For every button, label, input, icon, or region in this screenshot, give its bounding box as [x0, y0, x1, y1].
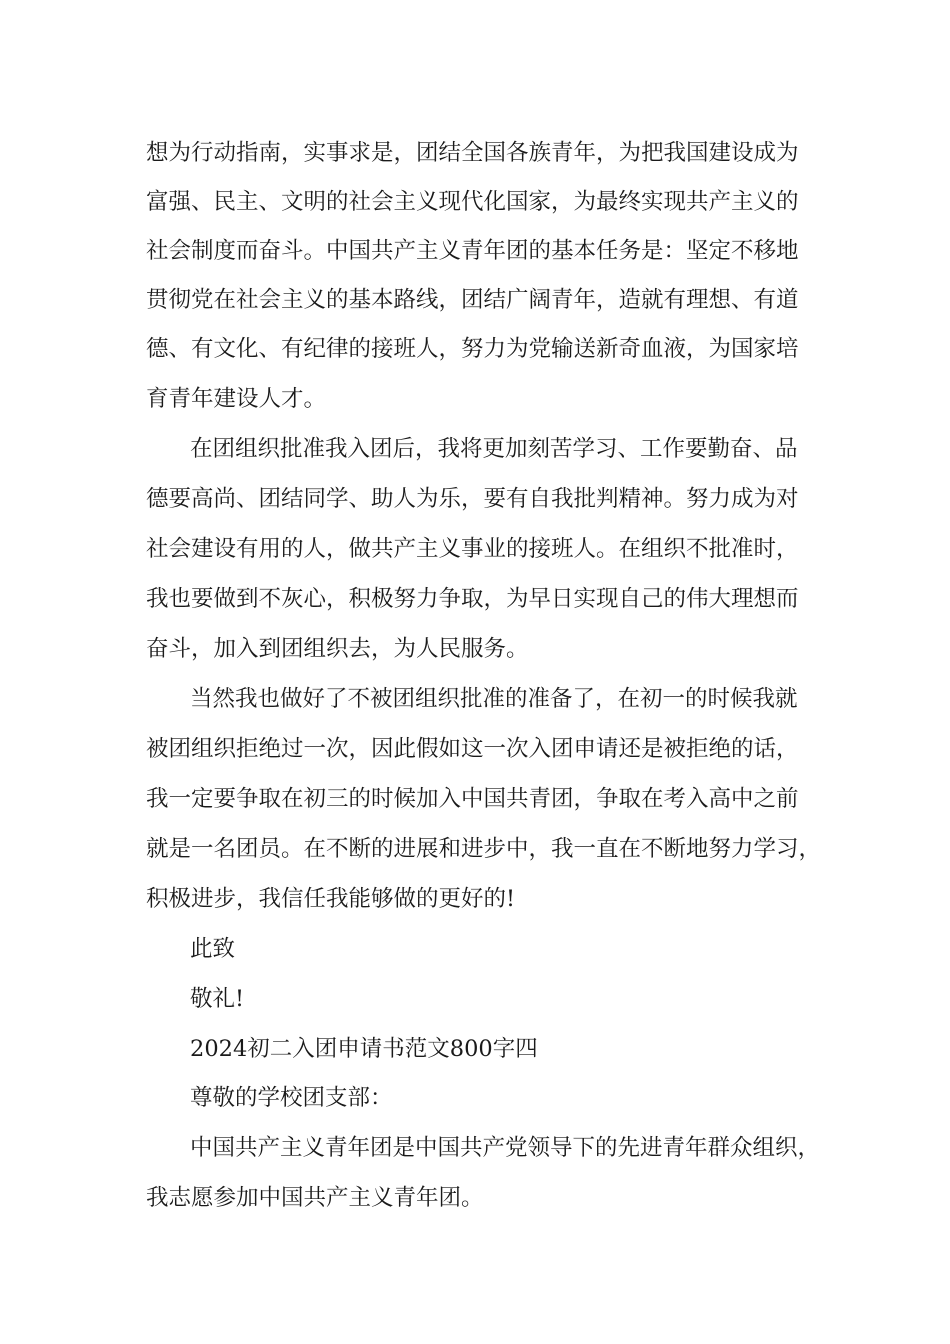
closing-line: 敬礼!	[190, 986, 245, 1012]
paragraph-line: 想为行动指南，实事求是，团结全国各族青年，为把我国建设成为	[146, 140, 799, 166]
paragraph-line: 奋斗，加入到团组织去，为人民服务。	[146, 636, 529, 662]
paragraph-line: 被团组织拒绝过一次，因此假如这一次入团申请还是被拒绝的话，	[146, 736, 799, 762]
salutation: 尊敬的学校团支部：	[190, 1085, 393, 1111]
paragraph-line: 贯彻党在社会主义的基本路线，团结广阔青年，造就有理想、有道	[146, 287, 799, 313]
paragraph-line: 我一定要争取在初三的时候加入中国共青团，争取在考入高中之前	[146, 786, 799, 812]
paragraph-line: 育青年建设人才。	[146, 386, 327, 412]
paragraph-line: 德要高尚、团结同学、助人为乐，要有自我批判精神。努力成为对	[146, 486, 799, 512]
paragraph-line: 积极进步，我信任我能够做的更好的!	[146, 886, 516, 912]
paragraph-line: 我志愿参加中国共产主义青年团。	[146, 1185, 484, 1211]
section-title: 2024初二入团申请书范文800字四	[190, 1036, 538, 1062]
paragraph-line: 富强、民主、文明的社会主义现代化国家，为最终实现共产主义的	[146, 189, 799, 215]
paragraph-line: 社会制度而奋斗。中国共产主义青年团的基本任务是：坚定不移地	[146, 238, 799, 264]
closing-line: 此致	[190, 936, 236, 962]
paragraph-line: 我也要做到不灰心，积极努力争取，为早日实现自己的伟大理想而	[146, 586, 799, 612]
paragraph-line: 社会建设有用的人，做共产主义事业的接班人。在组织不批准时，	[146, 536, 799, 562]
paragraph-line: 德、有文化、有纪律的接班人，努力为党输送新奇血液，为国家培	[146, 336, 799, 362]
paragraph-line: 当然我也做好了不被团组织批准的准备了，在初一的时候我就	[190, 686, 798, 712]
paragraph-line: 在团组织批准我入团后，我将更加刻苦学习、工作要勤奋、品	[190, 436, 798, 462]
paragraph-line: 中国共产主义青年团是中国共产党领导下的先进青年群众组织，	[190, 1135, 821, 1161]
paragraph-line: 就是一名团员。在不断的进展和进步中，我一直在不断地努力学习，	[146, 836, 822, 862]
